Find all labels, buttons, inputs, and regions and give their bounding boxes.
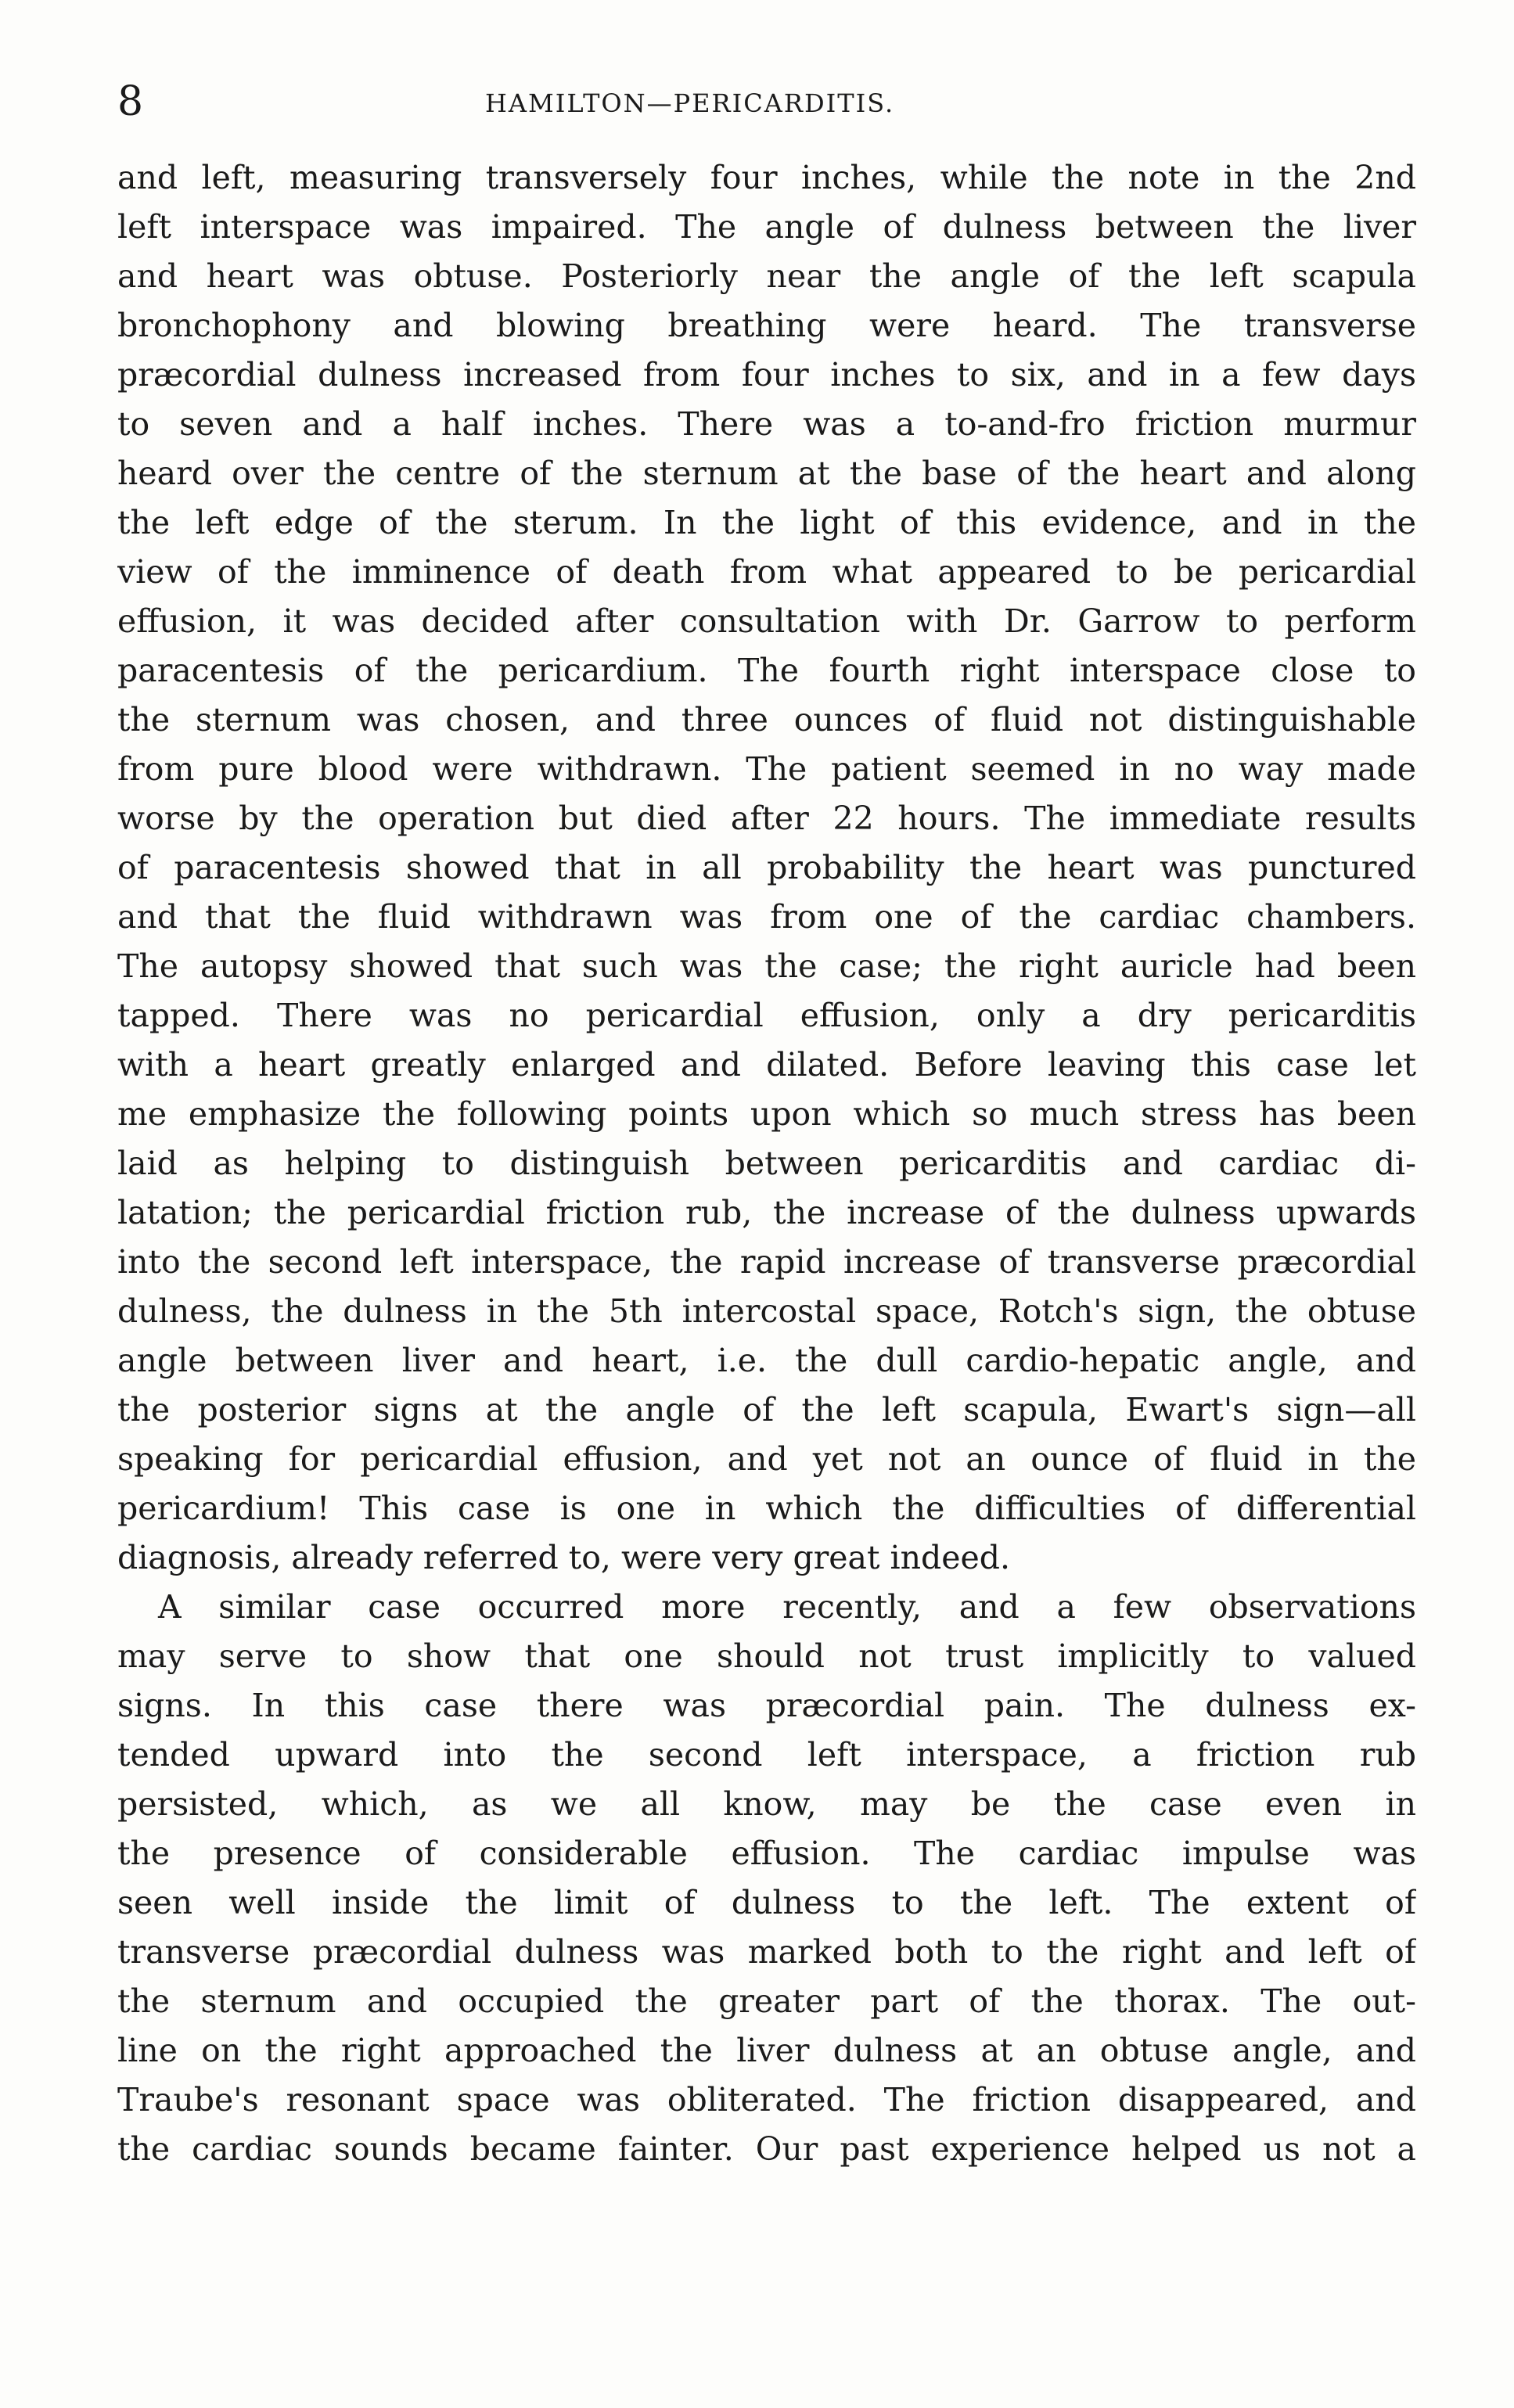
text-line: latation; the pericardial friction rub, the increase of the dulness upwards [117, 1194, 1416, 1231]
text-line: The autopsy showed that such was the case; the right auricle had been [117, 947, 1416, 985]
text-line: bronchophony and blowing breathing were heard. The transverse [117, 307, 1416, 344]
text-line: from pure blood were withdrawn. The patient seemed in no way made [117, 750, 1416, 788]
text-line: pericardium! This case is one in which the difficulties of differential [117, 1490, 1416, 1527]
text-line: seen well inside the limit of dulness to the left. The extent of [117, 1884, 1416, 1921]
paragraph [117, 153, 1416, 1583]
text-line: the sternum and occupied the greater part of the thorax. The out- [117, 1982, 1416, 2020]
text-line: of paracentesis showed that in all probability the heart was punctured [117, 849, 1416, 886]
text-line: effusion, it was decided after consultation with Dr. Garrow to perform [117, 602, 1416, 640]
text-line: line on the right approached the liver dulness at an obtuse angle, and [117, 2032, 1416, 2069]
text-line: the posterior signs at the angle of the left scapula, Ewart's sign—all [117, 1391, 1416, 1429]
text-line: the left edge of the sterum. In the light of this evidence, and in the [117, 504, 1416, 541]
text-line: worse by the operation but died after 22 hours. The immediate results [117, 800, 1416, 837]
body-text [117, 153, 1416, 2174]
text-line: tended upward into the second left interspace, a friction rub [117, 1736, 1416, 1774]
text-line: to seven and a half inches. There was a to-and-fro friction murmur [117, 405, 1416, 443]
text-line: and heart was obtuse. Posteriorly near the angle of the left scapula [117, 257, 1416, 295]
text-line: view of the imminence of death from what appeared to be pericardial [117, 553, 1416, 591]
page-header [117, 78, 1408, 125]
paragraph [117, 1583, 1416, 2174]
text-line: tapped. There was no pericardial effusion, only a dry pericarditis [117, 997, 1416, 1034]
text-line: and left, measuring transversely four inches, while the note in the 2nd [117, 159, 1416, 196]
text-line: me emphasize the following points upon which so much stress has been [117, 1095, 1416, 1133]
text-line: the cardiac sounds became fainter. Our past experience helped us not a [117, 2130, 1416, 2168]
text-line: angle between liver and heart, i.e. the dull cardio-hepatic angle, and [117, 1342, 1416, 1379]
text-line: signs. In this case there was præcordial pain. The dulness ex- [117, 1687, 1416, 1724]
text-line: A similar case occurred more recently, and a few observations [158, 1588, 1416, 1626]
text-line: præcordial dulness increased from four inches to six, and in a few days [117, 356, 1416, 394]
text-line: may serve to show that one should not trust implicitly to valued [117, 1637, 1416, 1675]
text-line: laid as helping to distinguish between pericarditis and cardiac di- [117, 1145, 1416, 1182]
text-line: left interspace was impaired. The angle of dulness between the liver [117, 208, 1416, 246]
text-line: persisted, which, as we all know, may be the case even in [117, 1785, 1416, 1823]
text-line: and that the fluid withdrawn was from one of the cardiac chambers. [117, 898, 1416, 936]
text-line: the presence of considerable effusion. The cardiac impulse was [117, 1835, 1416, 1872]
text-line: heard over the centre of the sternum at the base of the heart and along [117, 455, 1416, 492]
text-line: into the second left interspace, the rapid increase of transverse præcordial [117, 1243, 1416, 1281]
text-line: Traube's resonant space was obliterated. The friction disappeared, and [117, 2081, 1416, 2119]
text-line: diagnosis, already referred to, were very great indeed. [117, 1539, 1011, 1576]
text-line: the sternum was chosen, and three ounces of fluid not distinguishable [117, 701, 1416, 739]
text-line: transverse præcordial dulness was marked both to the right and left of [117, 1933, 1416, 1971]
text-line: with a heart greatly enlarged and dilated. Before leaving this case let [117, 1046, 1416, 1084]
page-number: 8 [117, 78, 144, 125]
running-head: HAMILTON—PERICARDITIS. [485, 88, 895, 118]
text-line: paracentesis of the pericardium. The fourth right interspace close to [117, 652, 1416, 689]
text-line: dulness, the dulness in the 5th intercostal space, Rotch's sign, the obtuse [117, 1292, 1416, 1330]
text-line: speaking for pericardial effusion, and yet not an ounce of fluid in the [117, 1440, 1416, 1478]
